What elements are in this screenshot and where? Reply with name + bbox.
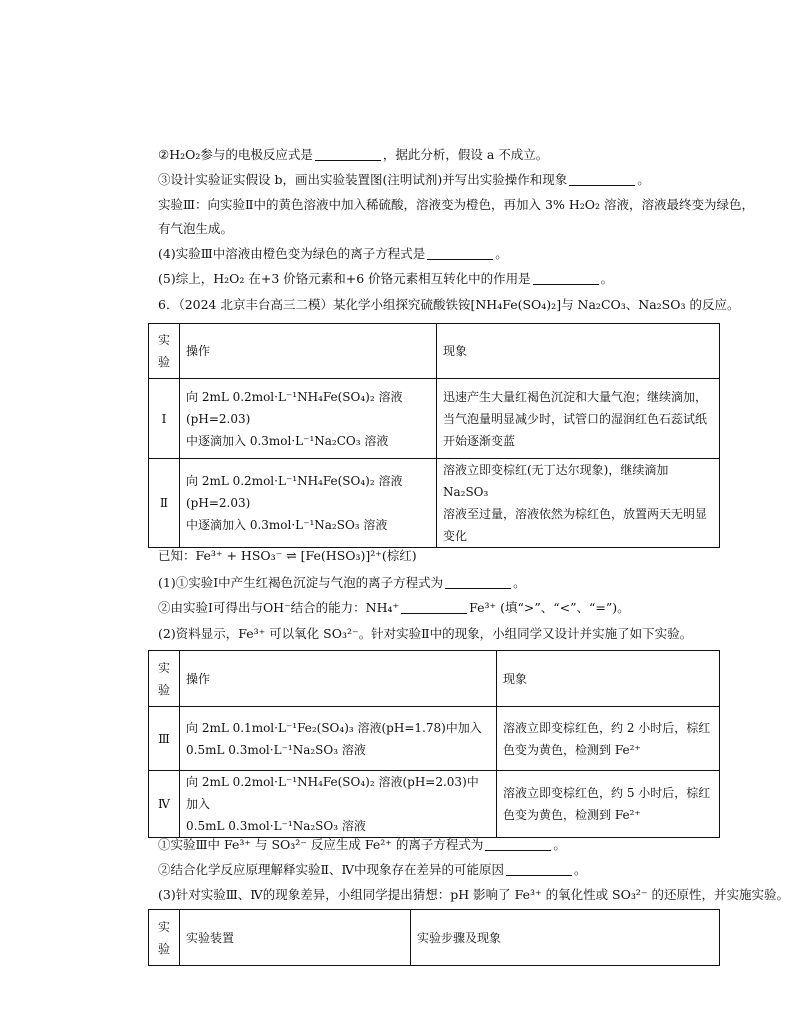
table-row — [149, 771, 720, 838]
phenomenon-text: 变化 — [443, 529, 468, 543]
header-cell: 现象 — [497, 651, 720, 707]
text: Fe³⁺ (填“>”、“<”、“=”)。 — [469, 600, 630, 615]
header-cell: 操作 — [180, 651, 497, 707]
phenomenon-text: 溶液立即变棕红(无丁达尔现象)，继续滴加 Na₂SO₃ — [443, 463, 669, 499]
answer-blank[interactable] — [485, 838, 551, 851]
operation-text: 中逐滴加入 0.3mol·L⁻¹Na₂SO₃ 溶液 — [186, 518, 388, 532]
text: ，据此分析，假设 a 不成立。 — [382, 147, 549, 162]
experiment-table-2 — [148, 650, 720, 838]
text: 。 — [553, 837, 566, 852]
known-equation: 已知：Fe³⁺ + HSO₃⁻ ⇌ [Fe(HSO₃)]²⁺(棕红) — [158, 548, 417, 563]
phenomenon-text: 溶液立即变棕红色，约 2 小时后，棕红 — [503, 720, 711, 735]
phenomenon-text: 溶液立即变棕红色，约 5 小时后，棕红 — [503, 786, 711, 800]
header-cell: 实验 — [149, 910, 180, 966]
phenomenon-cell — [497, 771, 720, 838]
table-row — [149, 379, 720, 459]
question-line — [158, 245, 508, 263]
operation-text: 向 2mL 0.2mol·L⁻¹NH₄Fe(SO₄)₂ 溶液(pH=2.03)中加入 — [186, 775, 479, 811]
text: 。 — [574, 862, 587, 877]
header-cell: 实验 — [149, 651, 180, 707]
table-row — [149, 707, 720, 771]
question-line — [158, 270, 613, 288]
text: 。 — [637, 172, 650, 187]
text: ②结合化学反应原理解释实验Ⅱ、Ⅳ中现象存在差异的可能原因 — [158, 862, 504, 877]
answer-blank[interactable] — [569, 173, 635, 186]
operation-text: 向 2mL 0.2mol·L⁻¹NH₄Fe(SO₄)₂ 溶液(pH=2.03) — [186, 474, 403, 510]
question-line — [158, 146, 548, 164]
phenomenon-cell — [437, 379, 720, 459]
answer-blank[interactable] — [427, 247, 493, 260]
operation-text: 0.5mL 0.3mol·L⁻¹Na₂SO₃ 溶液 — [186, 742, 366, 757]
operation-cell — [180, 379, 437, 459]
operation-cell — [180, 459, 437, 548]
answer-blank[interactable] — [506, 863, 572, 876]
experiment-table-3 — [148, 909, 720, 966]
question-line: (3)针对实验Ⅲ、Ⅳ的现象差异，小组同学提出猜想：pH 影响了 Fe³⁺ 的氧化性或 SO₃²⁻ 的还原性，并实施实验。 — [158, 887, 789, 902]
text: 。 — [513, 575, 526, 590]
table-row — [149, 459, 720, 548]
answer-blank[interactable] — [445, 576, 511, 589]
operation-text: 向 2mL 0.2mol·L⁻¹NH₄Fe(SO₄)₂ 溶液(pH=2.03) — [186, 389, 403, 426]
text: ①实验Ⅲ中 Fe³⁺ 与 SO₃²⁻ 反应生成 Fe²⁺ 的离子方程式为 — [158, 837, 484, 852]
phenomenon-text: 色变为黄色，检测到 Fe²⁺ — [503, 742, 641, 757]
row-id: Ⅲ — [149, 707, 180, 771]
question-line: (2)资料显示，Fe³⁺ 可以氧化 SO₃²⁻。针对实验Ⅱ中的现象，小组同学又设计并实施了如下实验。 — [158, 626, 693, 641]
phenomenon-text: 当气泡量明显减少时，试管口的湿润红色石蕊试纸 — [443, 411, 708, 426]
header-cell: 现象 — [437, 324, 720, 379]
text: (5)综上，H₂O₂ 在+3 价铬元素和+6 价铬元素相互转化中的作用是 — [158, 271, 531, 286]
operation-cell — [180, 707, 497, 771]
experiment-description: 实验Ⅲ：向实验Ⅱ中的黄色溶液中加入稀硫酸，溶液变为橙色，再加入 3% H₂O₂ 溶液，溶液最终变为绿色， — [158, 197, 754, 212]
question-6-title: 6．（2024 北京丰台高三二模）某化学小组探究硫酸铁铵[NH₄Fe(SO₄)₂]与 Na₂CO₃、Na₂SO₃ 的反应。 — [158, 297, 740, 312]
phenomenon-text: 色变为黄色，检测到 Fe²⁺ — [503, 808, 641, 822]
experiment-description-cont: 有气泡生成。 — [158, 221, 234, 236]
text: 。 — [600, 271, 614, 286]
header-cell: 实验 — [149, 324, 180, 379]
text: ②由实验Ⅰ可得出与OH⁻结合的能力：NH₄⁺ — [158, 600, 400, 615]
question-line — [158, 836, 566, 854]
header-cell: 实验装置 — [180, 910, 411, 966]
question-line — [158, 171, 650, 189]
phenomenon-text: 开始逐渐变蓝 — [443, 433, 516, 448]
question-line — [158, 599, 630, 617]
table-header-row — [149, 324, 720, 379]
header-cell: 操作 — [180, 324, 437, 379]
text: ②H₂O₂参与的电极反应式是 — [158, 147, 313, 162]
phenomenon-cell — [437, 459, 720, 548]
row-id: Ⅳ — [149, 771, 180, 838]
text: 。 — [495, 246, 508, 261]
answer-blank[interactable] — [401, 601, 467, 614]
text: (4)实验Ⅲ中溶液由橙色变为绿色的离子方程式是 — [158, 246, 426, 261]
text: (1)①实验Ⅰ中产生红褐色沉淀与气泡的离子方程式为 — [158, 575, 444, 590]
operation-cell — [180, 771, 497, 838]
question-line — [158, 574, 526, 592]
header-cell: 实验步骤及现象 — [411, 910, 720, 966]
phenomenon-text: 迅速产生大量红褐色沉淀和大量气泡；继续滴加， — [443, 389, 708, 404]
table-header-row — [149, 910, 720, 966]
answer-blank[interactable] — [533, 272, 599, 285]
operation-text: 中逐滴加入 0.3mol·L⁻¹Na₂CO₃ 溶液 — [186, 433, 389, 448]
table-header-row — [149, 651, 720, 707]
operation-text: 向 2mL 0.1mol·L⁻¹Fe₂(SO₄)₃ 溶液(pH=1.78)中加入 — [186, 720, 482, 735]
experiment-table-1 — [148, 323, 720, 548]
row-id: Ⅱ — [149, 459, 180, 548]
question-line — [158, 861, 587, 879]
phenomenon-text: 溶液至过量，溶液依然为棕红色，放置两天无明显 — [443, 507, 708, 521]
answer-blank[interactable] — [315, 148, 381, 161]
phenomenon-cell — [497, 707, 720, 771]
operation-text: 0.5mL 0.3mol·L⁻¹Na₂SO₃ 溶液 — [186, 819, 366, 833]
row-id: Ⅰ — [149, 379, 180, 459]
text: ③设计实验证实假设 b，画出实验装置图(注明试剂)并写出实验操作和现象 — [158, 172, 568, 187]
